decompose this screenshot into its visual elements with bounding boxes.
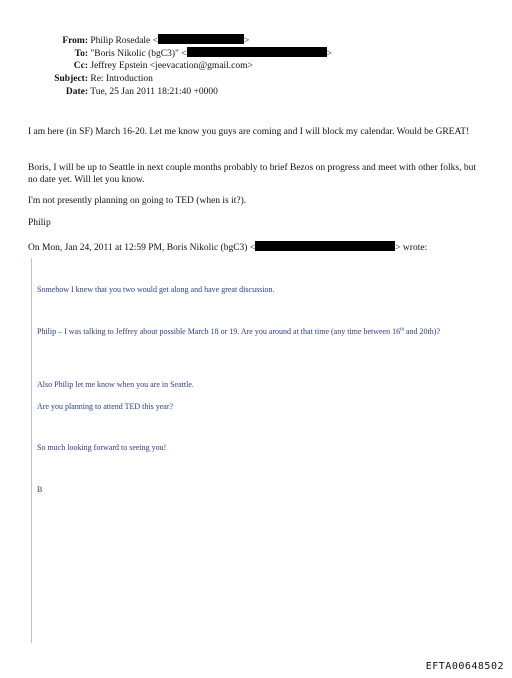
- to-label: To:: [74, 49, 88, 59]
- date-value: Tue, 25 Jan 2011 18:21:40 +0000: [90, 87, 218, 97]
- header-cc-row: [40, 60, 253, 72]
- quoted-text: Philip – I was talking to Jeffrey about possible March 18 or 19. Are you around at that time (any time between 16: [37, 327, 401, 336]
- reply-attribution: [28, 241, 478, 255]
- quoted-line: Are you planning to attend TED this year?: [37, 402, 174, 411]
- body-paragraph: I am here (in SF) March 16-20. Let me know you guys are coming and I will block my calendar. Would be GREAT!: [28, 127, 470, 137]
- header-to-row: [40, 47, 332, 60]
- body-paragraph: I'm not presently planning on going to TED (when is it?).: [28, 196, 247, 206]
- quote-bar: [31, 258, 32, 643]
- quoted-line: Somehow I knew that you two would get along and have great discussion.: [37, 285, 275, 294]
- header-subject-row: [26, 73, 153, 85]
- redaction-bar: [187, 47, 327, 57]
- to-value: "Boris Nikolic (bgC3)" <: [90, 49, 187, 59]
- bates-number: EFTA00648502: [425, 661, 504, 672]
- redaction-bar: [255, 241, 395, 251]
- cc-value: Jeffrey Epstein <jeevacation@gmail.com>: [90, 61, 253, 71]
- reply-suffix: > wrote:: [395, 243, 428, 253]
- subject-value: Re: Introduction: [90, 74, 153, 84]
- redaction-bar: [158, 34, 244, 44]
- superscript: th: [400, 327, 404, 333]
- quoted-text: and 20th)?: [404, 327, 440, 336]
- angle-close: >: [326, 49, 332, 59]
- from-label: From:: [62, 36, 88, 46]
- cc-label: Cc:: [73, 61, 88, 71]
- header-date-row: [40, 86, 218, 98]
- reply-prefix: On Mon, Jan 24, 2011 at 12:59 PM, Boris Nikolic (bgC3) <: [28, 243, 256, 253]
- body-paragraph: Boris, I will be up to Seattle in next couple months probably to brief Bezos on progress and meet with other folks, but no date yet. Will let you know.: [28, 163, 477, 185]
- header-from-row: [40, 34, 249, 47]
- quoted-line: Also Philip let me know when you are in Seattle.: [37, 380, 194, 389]
- subject-label: Subject:: [54, 74, 88, 84]
- quoted-line: [37, 327, 482, 338]
- from-value: Philip Rosedale <: [90, 36, 159, 46]
- signature: Philip: [28, 218, 51, 228]
- angle-close: >: [244, 36, 250, 46]
- quoted-initial: B: [37, 485, 43, 494]
- date-label: Date:: [65, 87, 88, 97]
- quoted-line: So much looking forward to seeing you!: [37, 443, 167, 452]
